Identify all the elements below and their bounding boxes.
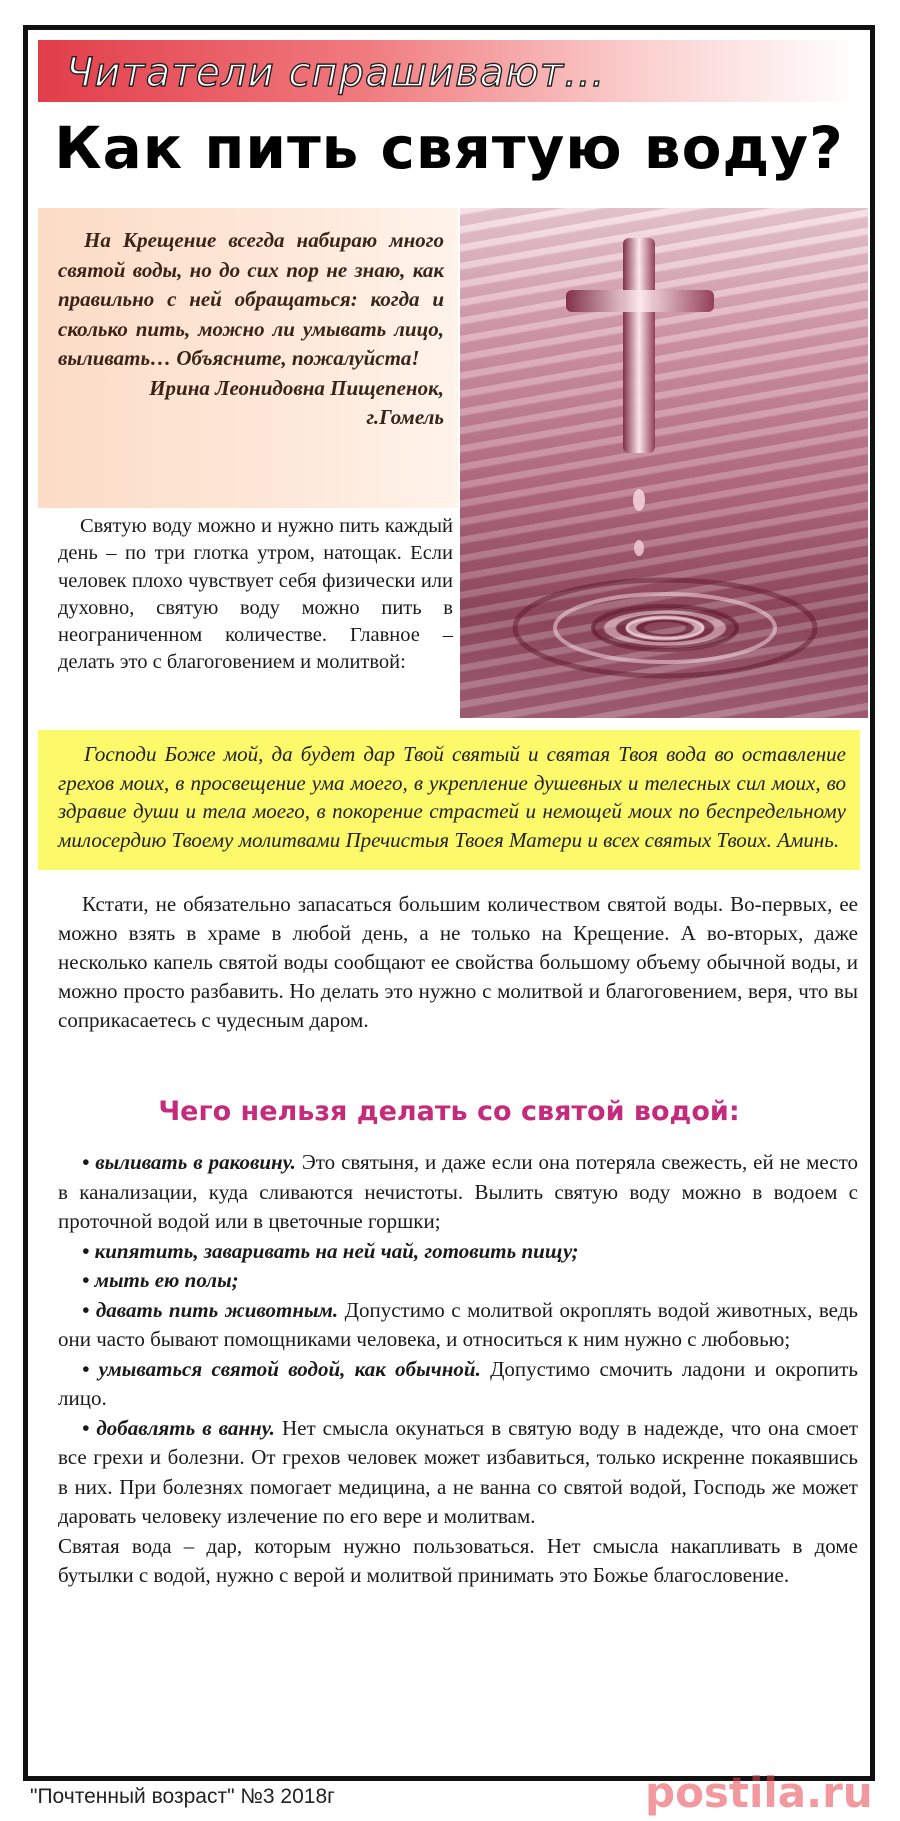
donts-list — [58, 1148, 858, 1591]
answer-text: Святую воду можно и нужно пить каждый день – по три глотка утром, натощак. Если человек плохо чувствует себя физически или духовно, святую воду можно пить в неограниченном количестве. Главное – делать это с благоговением и молитвой: — [58, 515, 453, 674]
list-item — [58, 1148, 858, 1237]
body-section — [58, 890, 858, 1035]
list-item — [58, 1266, 858, 1296]
kicker-banner — [38, 40, 860, 102]
list-item-text: Допустимо с молитвой окроплять водой животных, ведь они часто бывают помощниками человека, и относиться к ним нужно с любовью; — [58, 1297, 858, 1351]
article-title: Как пить святую воду? — [54, 114, 844, 182]
body-paragraph: Кстати, не обязательно запасаться большим количеством святой воды. Во-первых, ее можно взять в храме в любой день, а не только на Крещение. А во-вторых, даже несколько капель святой воды сообщают ее свойства большому объему обычной воды, и можно просто разбавить. Но делать это нужно с молитвой и благоговением, веря, что вы соприкасаетесь с чудесным даром. — [58, 892, 858, 1032]
list-item — [58, 1296, 858, 1355]
list-item-bold: • кипятить, заваривать на ней чай, готовить пищу; — [82, 1238, 579, 1263]
publication-credit: "Почтенный возраст" №3 2018г — [30, 1785, 335, 1808]
closing-paragraph: Святая вода – дар, которым нужно пользоваться. Нет смысла накапливать в доме бутылки с водой, нужно с верой и молитвой принимать это Божье благословение. — [58, 1533, 858, 1587]
list-item-bold: • давать пить животным. — [82, 1297, 339, 1322]
cross-icon — [460, 208, 868, 718]
answer-paragraph — [58, 513, 453, 677]
prayer-text: Господи Боже мой, да будет дар Твой святый и святая Твоя вода во оставление грехов моих, в просвещение ума моего, в укрепление душевных и телесных сил моих, во здравие души и тела моего, в покорение страстей и немощей моих по беспредельному милосердию Твоему молитвами Пречистыя Твоея Матери и всех святых Твоих. Аминь. — [58, 742, 846, 852]
cross-in-water-image — [460, 208, 868, 718]
kicker-text: Читатели спрашивают... — [66, 50, 606, 96]
list-item-text: Допустимо смочить ладони и окропить лицо. — [58, 1356, 858, 1410]
list-item-text: Это святыня, и даже если она потеряла свежесть, ей не место в канализации, куда сливаются нечистоты. Вылить святую воду можно в водоем с проточной водой или в цветочные горшки; — [58, 1150, 858, 1233]
list-item-bold: • мыть ею полы; — [82, 1268, 239, 1292]
article-frame — [23, 25, 875, 1781]
list-item-bold: • выливать в раковину. — [82, 1150, 296, 1174]
question-author-name: Ирина Леонидовна Пищепенок, — [149, 375, 444, 400]
donts-heading: Чего нельзя делать со святой водой: — [158, 1096, 740, 1127]
prayer-box — [38, 730, 860, 870]
watermark: postila.ru — [645, 1768, 873, 1817]
list-item-text: Нет смысла окунаться в святую воду в надежде, что она смоет все грехи и болезни. От грехов человек может избавиться, только искренне покаявшись в них. При болезнях помогает медицина, а не ванна со святой водой, Господь же может даровать человеку излечение по его вере и молитвам. — [58, 1415, 858, 1528]
reader-question-box — [38, 208, 458, 508]
list-item — [58, 1414, 858, 1532]
list-item-bold: • добавлять в ванну. — [82, 1415, 275, 1440]
list-item-bold: • умываться святой водой, как обычной. — [82, 1356, 481, 1381]
question-text: На Крещение всегда набираю много святой воды, но до сих пор не знаю, как правильно с ней обращаться: когда и сколько пить, можно ли умывать лицо, выливать… Объясните, пожалуйста! — [58, 228, 444, 370]
list-item — [58, 1355, 858, 1414]
question-author-city: г.Гомель — [366, 405, 444, 429]
list-item — [58, 1237, 858, 1267]
